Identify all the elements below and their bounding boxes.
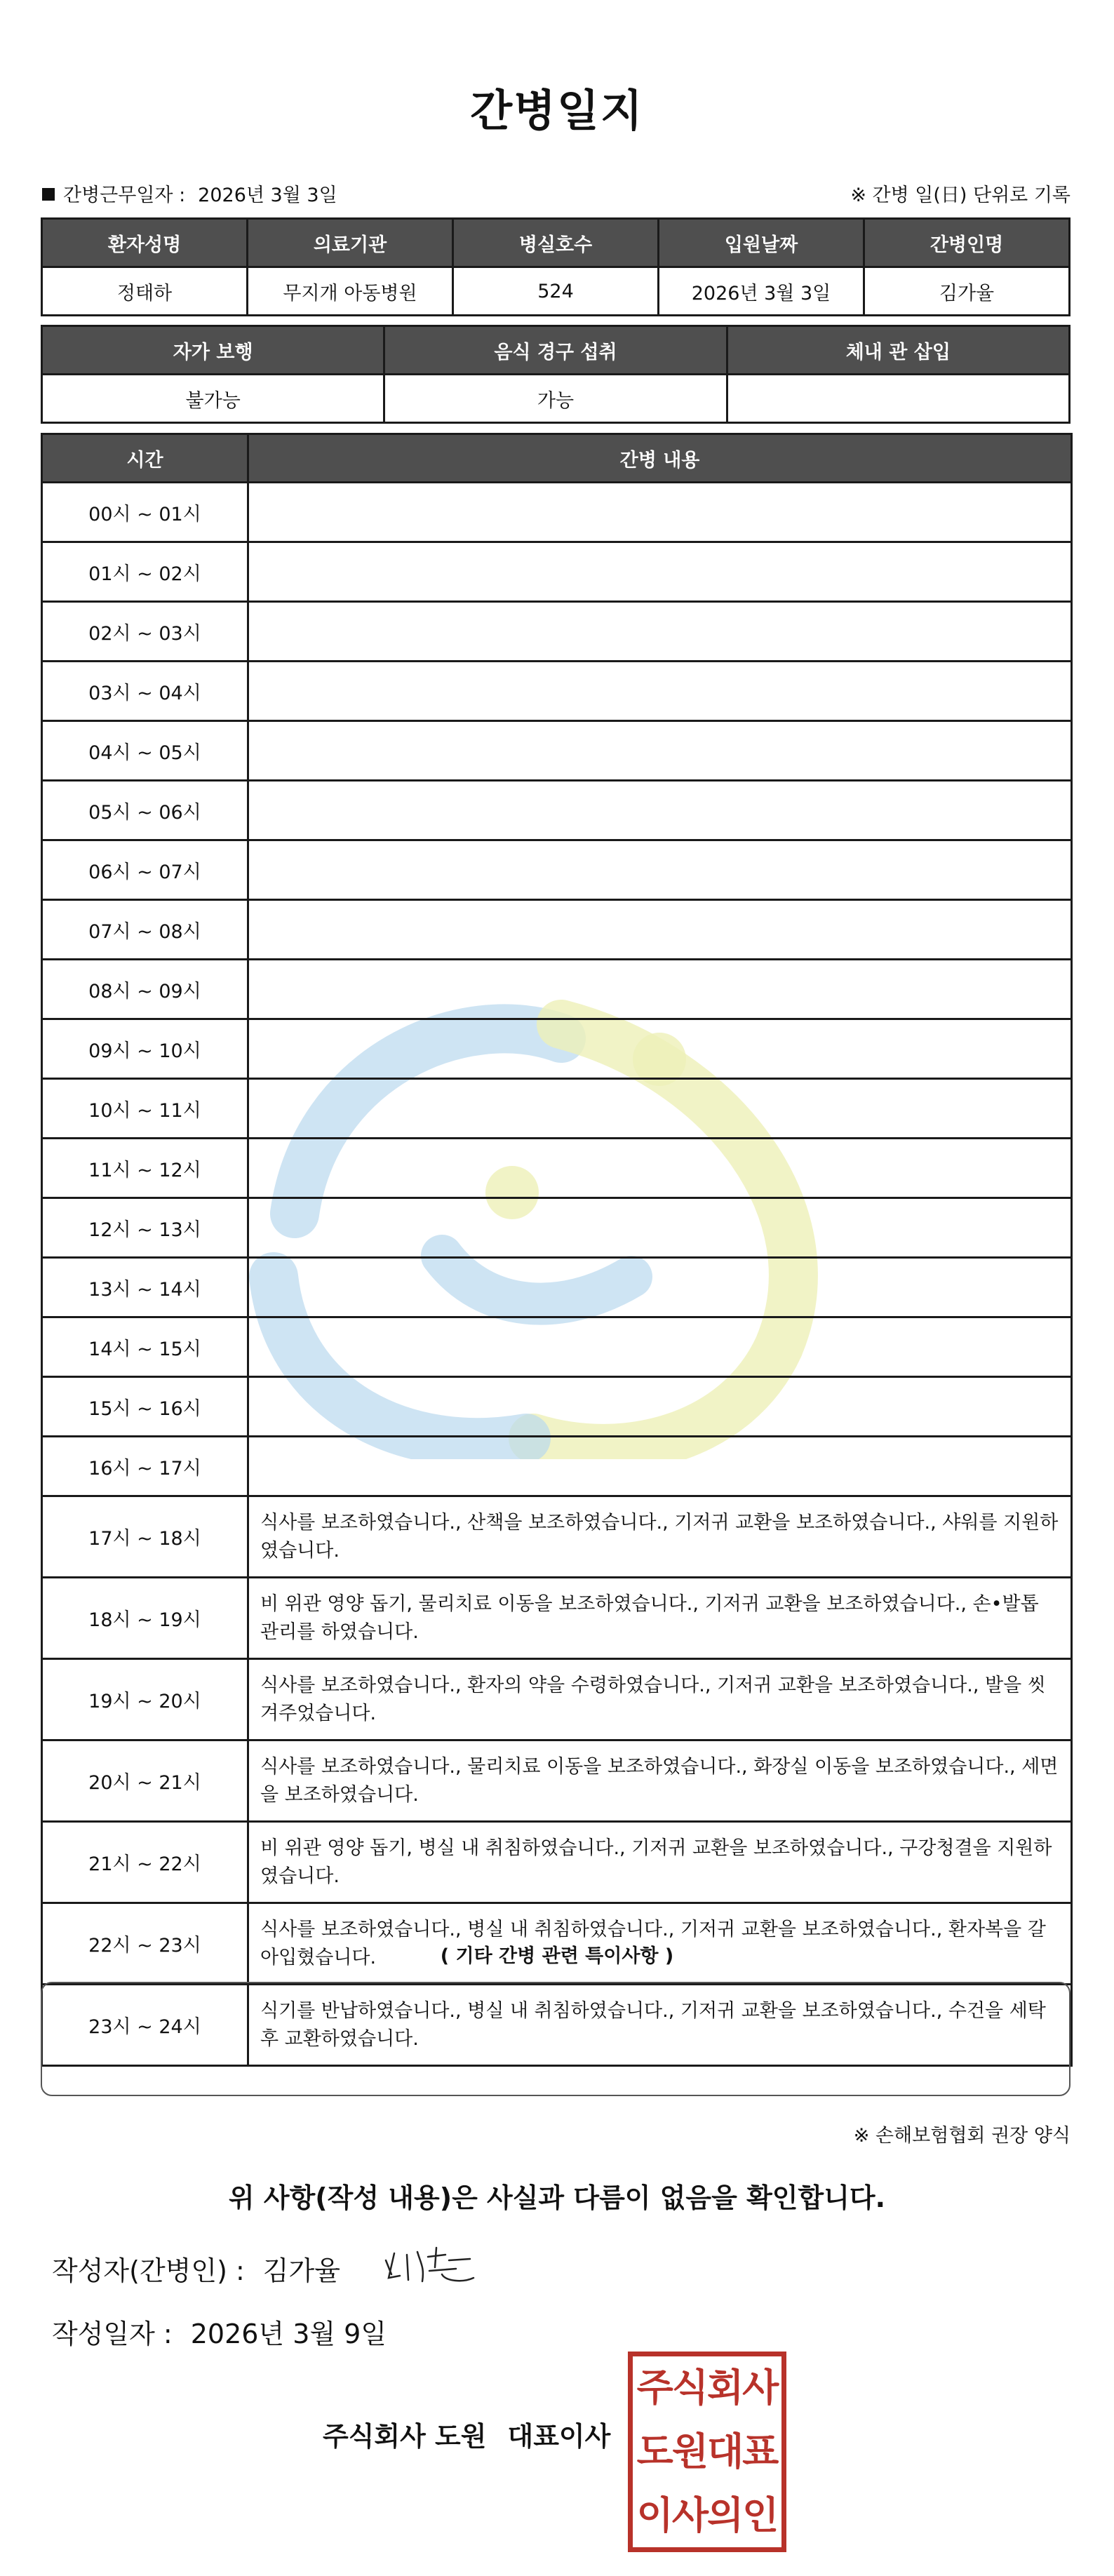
time-slot-cell: 07시 ~ 08시 — [42, 900, 248, 960]
header-admission-date: 입원날짜 — [659, 219, 864, 267]
time-slot-cell: 22시 ~ 23시 — [42, 1903, 248, 1985]
care-content-cell: 식사를 보조하였습니다., 병실 내 취침하였습니다., 기저귀 교환을 보조하였습니다., 환자복을 갈아입혔습니다. — [248, 1903, 1072, 1985]
care-content-cell — [248, 900, 1072, 960]
table-row — [42, 1437, 1072, 1496]
table-row — [42, 542, 1072, 602]
time-slot-cell: 00시 ~ 01시 — [42, 483, 248, 542]
time-slot-cell: 21시 ~ 22시 — [42, 1822, 248, 1903]
care-content-cell — [248, 662, 1072, 721]
seal-line: 이사의인 — [636, 2493, 778, 2537]
work-date-value: 2026년 3월 3일 — [198, 185, 337, 206]
care-content-cell — [248, 1198, 1072, 1258]
care-content-cell — [248, 781, 1072, 840]
table-row — [42, 900, 1072, 960]
square-bullet-icon — [42, 188, 55, 201]
admission-date-cell: 2026년 3월 3일 — [659, 267, 864, 316]
time-slot-cell: 01시 ~ 02시 — [42, 542, 248, 602]
company-name: 주식회사 도원 — [323, 2421, 487, 2452]
room-number-cell: 524 — [453, 267, 659, 316]
time-slot-cell: 19시 ~ 20시 — [42, 1659, 248, 1740]
time-slot-cell: 17시 ~ 18시 — [42, 1496, 248, 1578]
header-hospital: 의료기관 — [248, 219, 453, 267]
seal-line: 주식회사 — [636, 2366, 778, 2410]
care-content-cell — [248, 1258, 1072, 1317]
table-row — [42, 1740, 1072, 1822]
handwritten-signature — [379, 2239, 491, 2295]
work-date-label: 간병근무일자 : — [63, 185, 186, 206]
care-content-cell — [248, 1317, 1072, 1377]
care-content-cell: 식사를 보조하였습니다., 환자의 약을 수령하였습니다., 기저귀 교환을 보조하였습니다., 발을 씻겨주었습니다. — [248, 1659, 1072, 1740]
header-oral-intake: 음식 경구 섭취 — [384, 326, 727, 375]
patient-info-table — [41, 217, 1071, 316]
time-slot-cell: 03시 ~ 04시 — [42, 662, 248, 721]
care-content-cell — [248, 1019, 1072, 1079]
representative-title: 대표이사 — [507, 2421, 611, 2452]
time-slot-cell: 11시 ~ 12시 — [42, 1139, 248, 1198]
record-unit-note: ※ 간병 일(日) 단위로 기록 — [850, 185, 1071, 206]
care-log-rows — [42, 483, 1072, 2066]
document-title: 간병일지 — [470, 85, 644, 136]
time-slot-cell: 13시 ~ 14시 — [42, 1258, 248, 1317]
extra-notes-box — [41, 1982, 1071, 2096]
table-row — [42, 1198, 1072, 1258]
table-row — [42, 960, 1072, 1019]
table-row — [42, 1496, 1072, 1578]
table-row — [42, 1822, 1072, 1903]
table-row — [42, 483, 1072, 542]
time-slot-cell: 14시 ~ 15시 — [42, 1317, 248, 1377]
care-content-cell — [248, 1377, 1072, 1437]
care-content-cell — [248, 1437, 1072, 1496]
confirmation-statement: 위 사항(작성 내용)은 사실과 다름이 없음을 확인합니다. — [228, 2182, 886, 2213]
time-slot-cell: 18시 ~ 19시 — [42, 1578, 248, 1659]
self-walking-cell: 불가능 — [42, 375, 384, 423]
patient-status-table — [41, 325, 1071, 424]
table-row — [42, 1139, 1072, 1198]
care-content-cell: 식사를 보조하였습니다., 물리치료 이동을 보조하였습니다., 화장실 이동을 보조하였습니다., 세면을 보조하였습니다. — [248, 1740, 1072, 1822]
care-content-cell — [248, 483, 1072, 542]
table-row — [42, 602, 1072, 662]
writer-label: 작성자(간병인) : — [52, 2255, 245, 2286]
time-slot-cell: 16시 ~ 17시 — [42, 1437, 248, 1496]
time-slot-cell: 02시 ~ 03시 — [42, 602, 248, 662]
care-content-cell: 비 위관 영양 돕기, 병실 내 취침하였습니다., 기저귀 교환을 보조하였습니다., 구강청결을 지원하였습니다. — [248, 1822, 1072, 1903]
time-slot-cell: 08시 ~ 09시 — [42, 960, 248, 1019]
header-patient-name: 환자성명 — [42, 219, 248, 267]
seal-line: 도원대표 — [636, 2429, 778, 2474]
table-row — [42, 840, 1072, 900]
hospital-cell: 무지개 아동병원 — [248, 267, 453, 316]
care-log-table — [41, 433, 1073, 2067]
care-content-cell: 식사를 보조하였습니다., 산책을 보조하였습니다., 기저귀 교환을 보조하였습니다., 샤워를 지원하였습니다. — [248, 1496, 1072, 1578]
table-row — [42, 1019, 1072, 1079]
table-row — [42, 662, 1072, 721]
care-content-cell — [248, 542, 1072, 602]
write-date-row — [52, 2312, 387, 2351]
care-content-cell — [248, 1079, 1072, 1139]
patient-name-cell: 정태하 — [42, 267, 248, 316]
table-row — [42, 781, 1072, 840]
time-slot-cell: 05시 ~ 06시 — [42, 781, 248, 840]
recommend-note: ※ 손해보험협회 권장 양식 — [853, 2125, 1071, 2147]
time-slot-cell: 04시 ~ 05시 — [42, 721, 248, 781]
write-date-label: 작성일자 : — [52, 2319, 173, 2349]
table-row — [42, 1377, 1072, 1437]
company-seal-stamp — [628, 2352, 786, 2552]
header-self-walking: 자가 보행 — [42, 326, 384, 375]
writer-name: 김가율 — [262, 2255, 340, 2286]
time-slot-cell: 15시 ~ 16시 — [42, 1377, 248, 1437]
time-slot-cell: 20시 ~ 21시 — [42, 1740, 248, 1822]
care-content-cell — [248, 721, 1072, 781]
time-slot-cell: 06시 ~ 07시 — [42, 840, 248, 900]
extra-notes-title: ( 기타 간병 관련 특이사항 ) — [440, 1945, 674, 1967]
table-row — [42, 1258, 1072, 1317]
care-content-cell — [248, 840, 1072, 900]
table-row — [42, 1659, 1072, 1740]
header-caregiver-name: 간병인명 — [864, 219, 1070, 267]
work-date-row — [42, 180, 337, 207]
caregiver-name-cell: 김가율 — [864, 267, 1070, 316]
header-tube-insertion: 체내 관 삽입 — [727, 326, 1069, 375]
oral-intake-cell: 가능 — [384, 375, 727, 423]
time-slot-cell: 10시 ~ 11시 — [42, 1079, 248, 1139]
table-row — [42, 1578, 1072, 1659]
company-signature-row — [323, 2415, 610, 2453]
time-slot-cell: 23시 ~ 24시 — [42, 1985, 248, 2066]
care-content-cell — [248, 960, 1072, 1019]
time-slot-cell: 12시 ~ 13시 — [42, 1198, 248, 1258]
table-row — [42, 1079, 1072, 1139]
care-content-cell: 비 위관 영양 돕기, 물리치료 이동을 보조하였습니다., 기저귀 교환을 보조하였습니다., 손•발톱 관리를 하였습니다. — [248, 1578, 1072, 1659]
table-row — [42, 721, 1072, 781]
writer-row — [52, 2249, 340, 2288]
time-slot-cell: 09시 ~ 10시 — [42, 1019, 248, 1079]
header-care-content: 간병 내용 — [248, 434, 1072, 483]
care-content-cell — [248, 1139, 1072, 1198]
tube-insertion-cell — [727, 375, 1069, 423]
care-content-cell — [248, 602, 1072, 662]
header-time: 시간 — [42, 434, 248, 483]
table-row — [42, 1317, 1072, 1377]
care-content-cell: 식기를 반납하였습니다., 병실 내 취침하였습니다., 기저귀 교환을 보조하였습니다., 수건을 세탁 후 교환하였습니다. — [248, 1985, 1072, 2066]
header-room-number: 병실호수 — [453, 219, 659, 267]
write-date-value: 2026년 3월 9일 — [190, 2319, 387, 2349]
